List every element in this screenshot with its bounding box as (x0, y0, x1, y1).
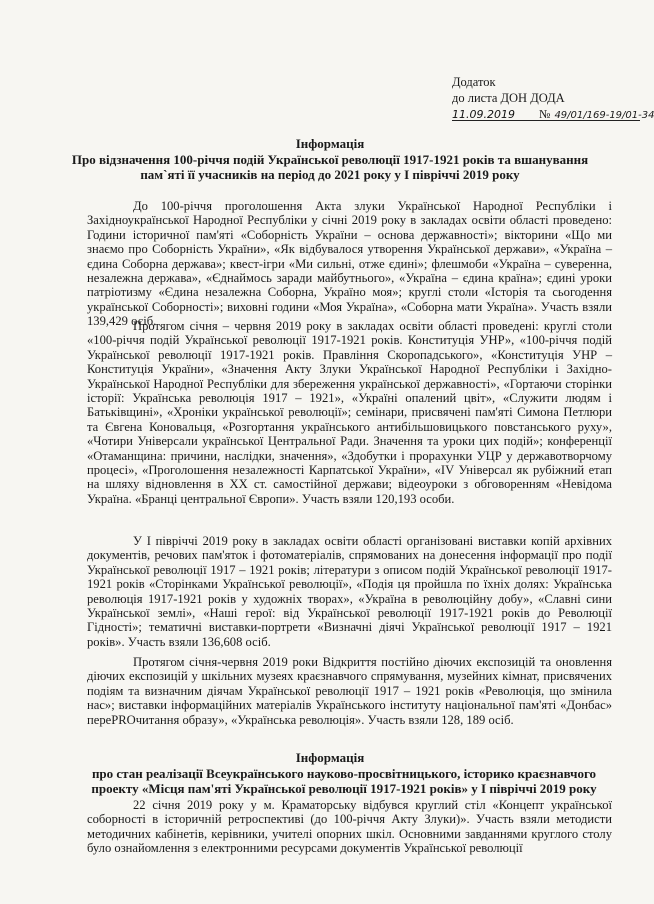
section1-paragraph-3: У І півріччі 2019 року в закладах освіти області організовані виставки копій архівних документів, речових пам'яток і фотоматеріалів, спрямованих на донесення інформації про події Української революції 1917 – 1921 років; літератури з описом подій Української революції 1917-1921 років «Сторінками Української революції», «Подія ця пройшла по їхніх долях: Українська революція 1917-1921 років у художніх творах», «Україна в революційну добу», «Славні сини Української землі», «Наші герої: від Української революції 1917-1921 років до Революції Гідності»; тематичні виставки-портрети «Визначні діячі Української революції 1917 – 1921 років». Участь взяли 136,608 осіб. (87, 534, 612, 649)
letter-date-number (452, 105, 654, 121)
section1-title: Інформація (295, 136, 365, 151)
addendum-label: Додаток (452, 75, 496, 89)
section1-paragraph-1: До 100-річчя проголошення Акта злуки Української Народної Республіки і Західноукраїнської Народної Республіки у січні 2019 року в закладах освіти області проведено: Години історичної пам'яті «Соборність України – основа державності»; вікторини «Що ми знаємо про Соборність України», «Як відбувалося утворення Української держави», «Україна – єдина Соборна держава»; квест-ігри «Ми сильні, отже єдині»; флешмоби «Україна – суверенна, незалежна держава», «Єднаймось заради майбутнього», «Україна – єдина країна»; єдині уроки патріотизму «Єдина незалежна Соборна, Україно моя»; круглі столи «Історія та сьогодення української Соборності»; виховні години «Моя Україна», «Соборна мати Україна». Участь взяли 139,429 осіб. (87, 199, 612, 329)
addendum-block (452, 74, 565, 106)
section1-subtitle: Про відзначення 100-річчя подій Української революції 1917-1921 років та вшанування пам`яті її учасників на період до 2021 року у І півріччі 2019 року (71, 152, 589, 182)
letter-number: 49/01/169-19/01-34 (554, 110, 654, 121)
letter-date: 11.09.2019 (452, 108, 515, 121)
signature-underline (452, 120, 640, 121)
section2-subtitle: про стан реалізації Всеукраїнського науково-просвітницького, історико краєзнавчого проекту «Місця пам'яті Української революції 1917-1921 років» у І півріччі 2019 року (91, 766, 597, 796)
section1-paragraph-4: Протягом січня-червня 2019 роки Відкриття постійно діючих експозицій та оновлення діючих експозицій у шкільних музеях краєзнавчого спрямування, музейних кімнат, присвячених подіям та визначним діячам Української революції 1917 – 1921 років «Революція, що змінила нас»; виставки інформаційних матеріалів Українського інституту національної пам'яті «Донбас» переPROчитання образу», «Українська революція». Участь взяли 128, 189 осіб. (87, 655, 612, 727)
section2-title: Інформація (295, 750, 365, 765)
section1-paragraph-2: Протягом січня – червня 2019 року в закладах освіти області проведені: круглі столи «100-річчя подій Української революції 1917-1921 років. Конституція УНР», «100-річчя подій Української революції 1917-1921 років. Правління Скоропадського», «Конституція УНР – Конституція України», «Значення Акту Злуки Української Народної Республіки і Західно-Української Народної Республіки для збереження української державності», «Гортаючи сторінки історії: Українська революція 1917 – 1921», «Україні опалений цвіт», «Служити людям і Батьківщині», «Хроніки української революції»; семінари, присвячені пам'яті Симона Петлюри та Євгена Коновальця, «Розгортання українського антибільшовицького повстанського руху», «Чотири Універсали української Центральної Ради. Значення та уроки цих подій»; конференції «Отаманщина: причини, наслідки, значення», «Здобутки і прорахунки УЦР у державотворчому процесі», «Проголошення незалежності Карпатської України», «IV Універсал як рубіжний етап на шляху відновлення в ХХ ст. самостійної держави; відеоуроки з обговоренням «Невідома Україна. «Бранці центральної Європи». Участь взяли 120,193 особи. (87, 319, 612, 506)
letter-number-label: № (538, 107, 551, 121)
section2-paragraph-1: 22 січня 2019 року у м. Краматорську відбувся круглий стіл «Концепт української соборності в історичній ретроспективі (до 100-річчя Акту Злуки)». Участь взяли методисти методичних кабінетів, керівники, учителі опорних шкіл. Основними завданнями круглого столу було ознайомлення з електронними ресурсами документів Української революції (87, 798, 612, 856)
addendum-letter-ref: до листа ДОН ДОДА (452, 91, 565, 105)
